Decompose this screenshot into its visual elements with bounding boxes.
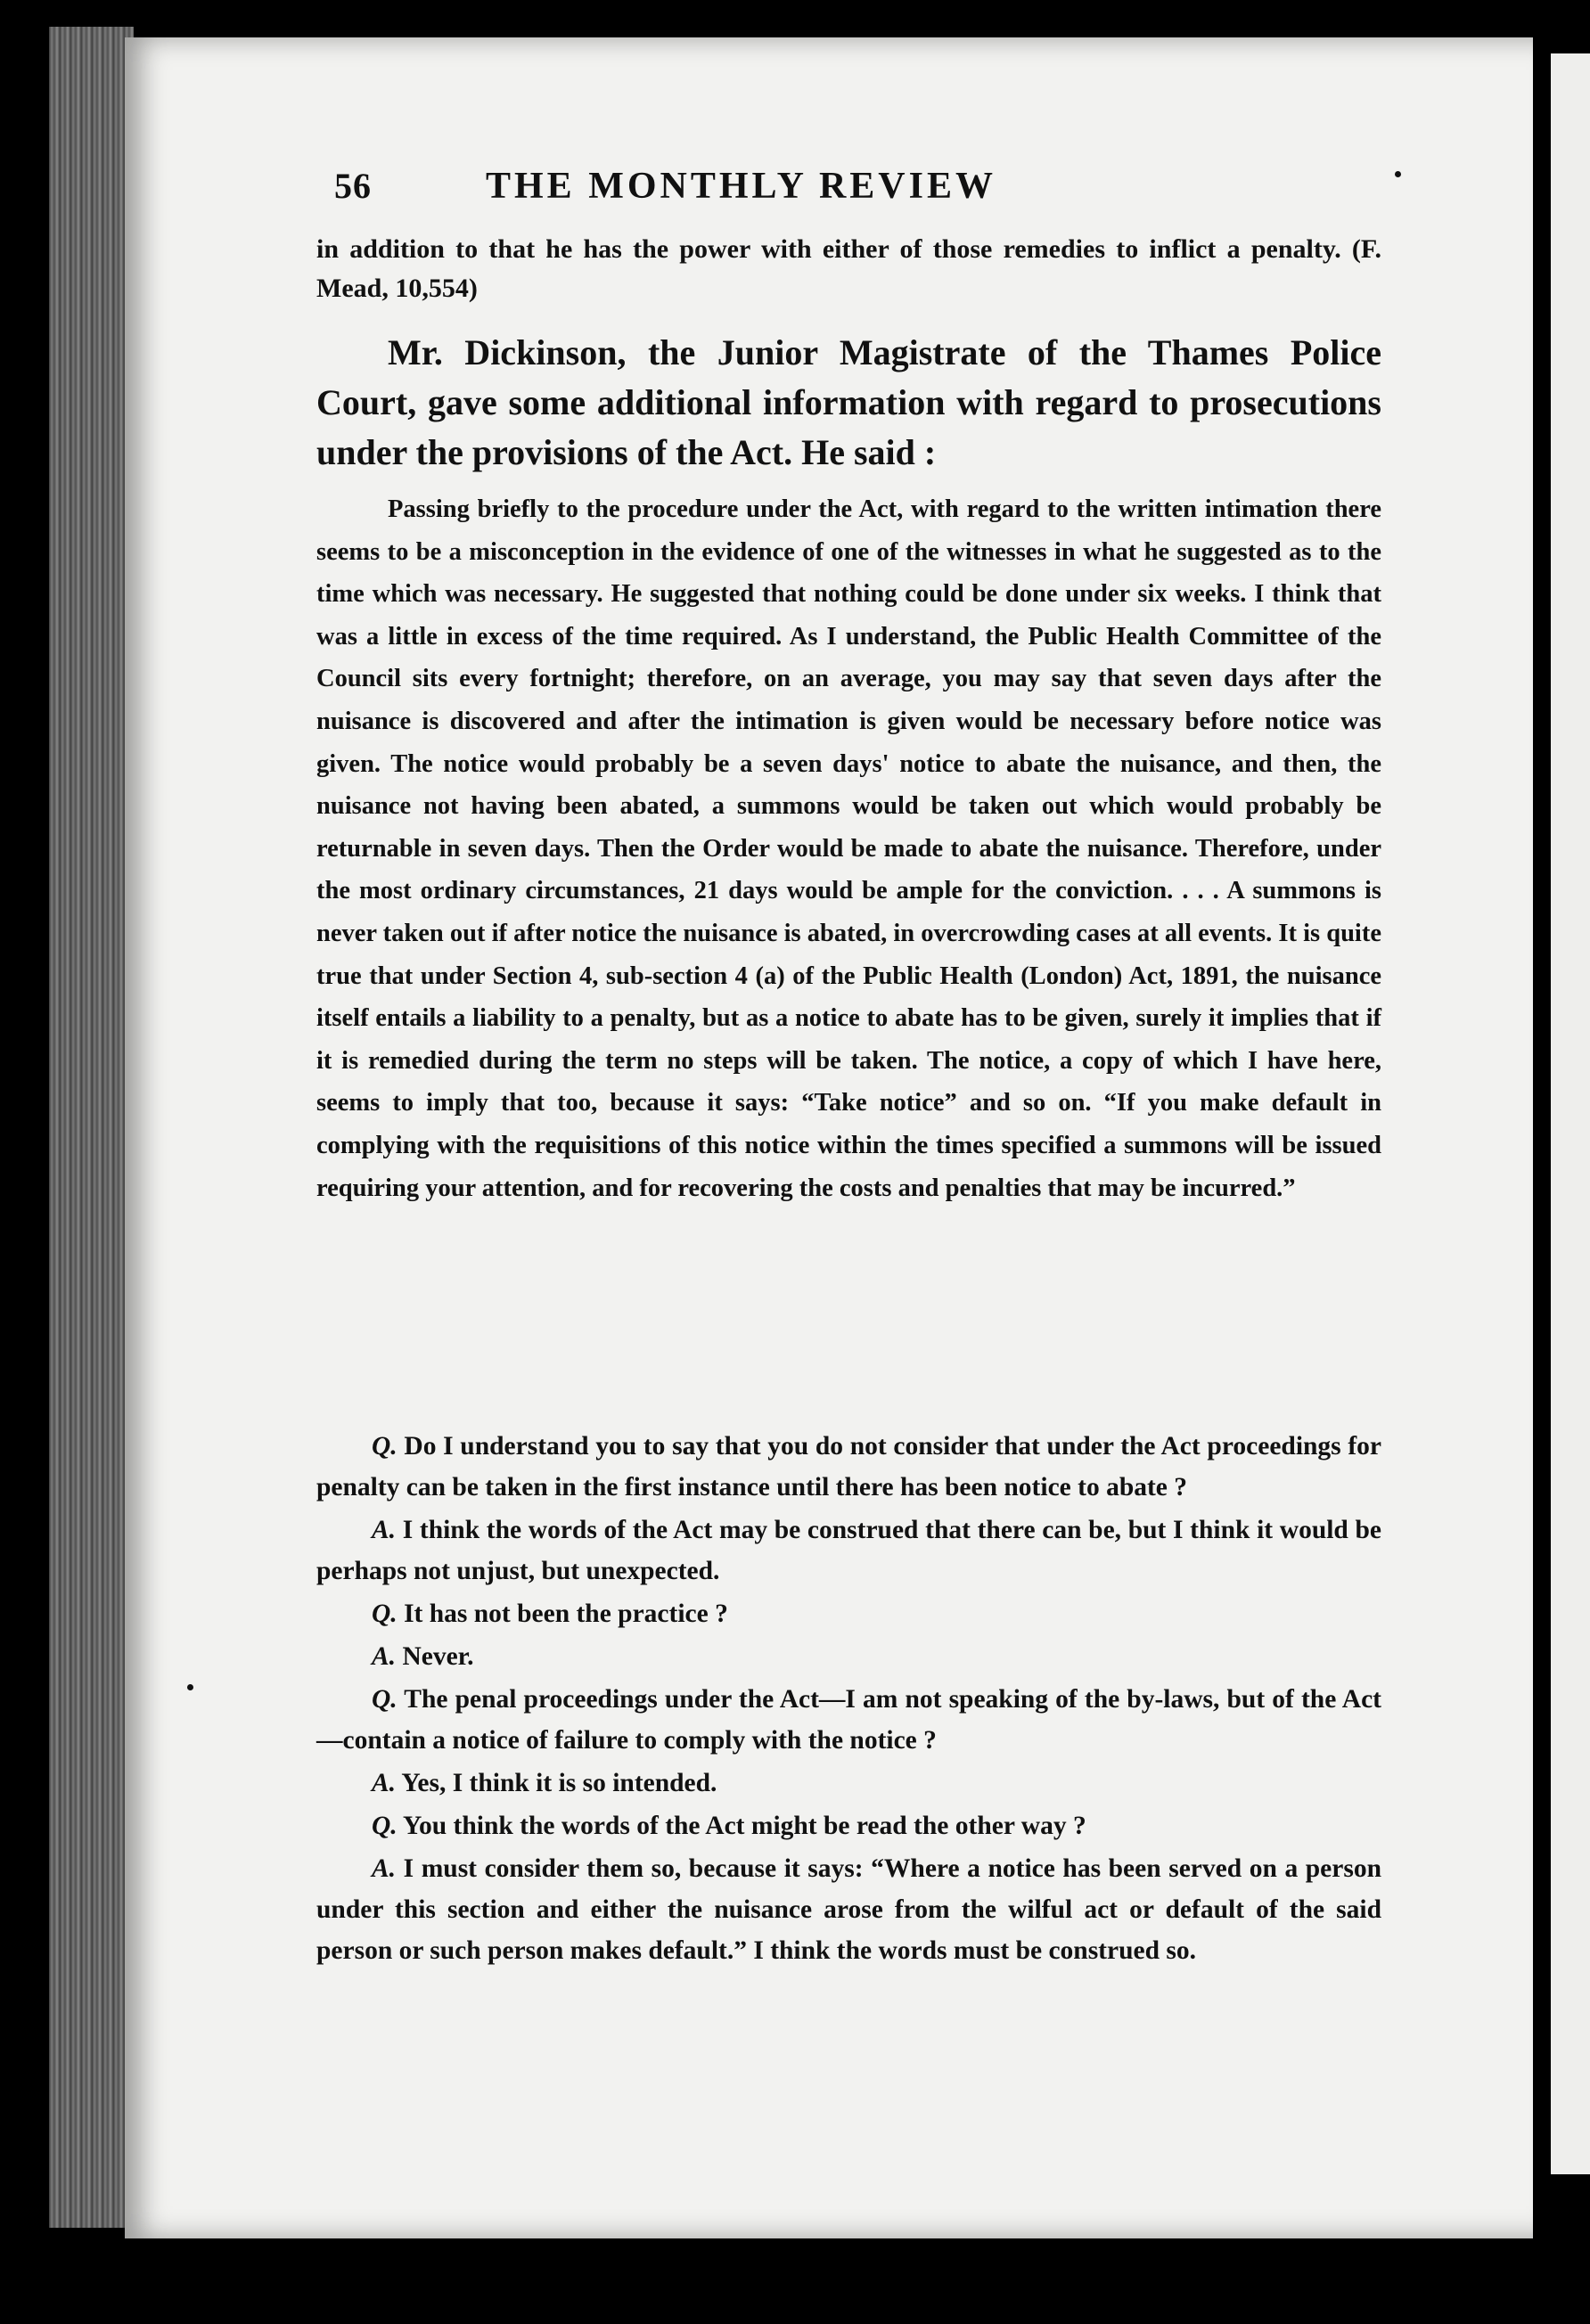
ink-speck (187, 1684, 193, 1690)
question-answer-list (316, 1426, 1381, 1973)
speaker-label: Q. (372, 1600, 398, 1628)
qa-item (316, 1805, 1381, 1846)
speaker-label: Q. (372, 1685, 398, 1714)
qa-item (316, 1848, 1381, 1971)
qa-text: Do I understand you to say that you do not consider that under the Act proceedings for penalty can be taken in the first instance until there has been notice to abate ? (316, 1432, 1382, 1502)
qa-item (316, 1593, 1381, 1634)
qa-text: It has not been the practice ? (404, 1600, 728, 1628)
speaker-label: A. (372, 1642, 397, 1671)
speaker-label: A. (372, 1769, 397, 1797)
intro-paragraph: Mr. Dickinson, the Junior Magistrate of the Thames Police Court, gave some additional information with regard to prosecutions under the provisions of the Act. He said : (316, 332, 1381, 472)
qa-text: Yes, I think it is so intended. (401, 1769, 717, 1797)
qa-item (316, 1679, 1381, 1761)
qa-item (316, 1763, 1381, 1804)
book-edge (49, 27, 134, 2228)
qa-text: You think the words of the Act might be read the other way ? (402, 1812, 1086, 1840)
speaker-label: Q. (372, 1812, 398, 1840)
qa-item (316, 1510, 1381, 1592)
speaker-label: A. (372, 1516, 397, 1544)
qa-text: The penal proceedings under the Act—I am not speaking of the by-laws, but of the Act—contain a notice of failure to comply with the notice ? (316, 1685, 1381, 1755)
speaker-label: A. (372, 1854, 397, 1883)
testimony-quote: Passing briefly to the procedure under the Act, with regard to the written intimation there seems to be a misconception in the evidence of one of the witnesses in what he suggested as to the time which was necessary. He suggested that nothing could be done under six weeks. I think that was a little in excess of the time required. As I understand, the Public Health Committee of the Council sits every fortnight; therefore, on an average, you may say that seven days after the nuisance is discovered and after the intimation is given would be necessary before notice was given. The notice would probably be a seven days' notice to abate the nuisance, and then, the nuisance not having been abated, a summons would be taken out which would probably be returnable in seven days. Then the Order would be made to abate the nuisance. Therefore, under the most ordinary circumstances, 21 days would be ample for the conviction. . . . A summons is never taken out if after notice the nuisance is abated, in overcrowding cases at all events. It is quite true that under Section 4, sub-section 4 (a) of the Public Health (London) Act, 1891, the nuisance itself entails a liability to a penalty, but as a notice to abate has to be given, surely it implies that if it is remedied during the term no steps will be taken. The notice, a copy of which I have here, seems to imply that too, because it says: “Take notice” and so on. “If you make default in complying with the requisitions of this notice within the times specified a summons will be issued requiring your attention, and for recovering the costs and penalties that may be incurred.” (316, 495, 1381, 1202)
page-number: 56 (334, 166, 372, 206)
qa-text: Never. (402, 1642, 474, 1671)
speaker-label: Q. (372, 1432, 398, 1461)
journal-title: THE MONTHLY REVIEW (486, 166, 996, 207)
qa-item (316, 1636, 1381, 1677)
qa-text: I must consider them so, because it says: “Where a notice has been served on a person under this section and either the nuisance arose from the wilful act or default of the said person or such person makes default.” I think the words must be construed so. (316, 1854, 1382, 1965)
facing-page-edge (1551, 53, 1590, 2174)
ink-speck (1395, 171, 1401, 177)
qa-item (316, 1426, 1381, 1508)
qa-text: I think the words of the Act may be construed that there can be, but I think it would be perhaps not unjust, but unexpected. (316, 1516, 1381, 1585)
continued-paragraph: in addition to that he has the power with either of those remedies to inflict a penalty. (F. Mead, 10,554) (316, 234, 1381, 303)
running-head (334, 165, 1390, 218)
